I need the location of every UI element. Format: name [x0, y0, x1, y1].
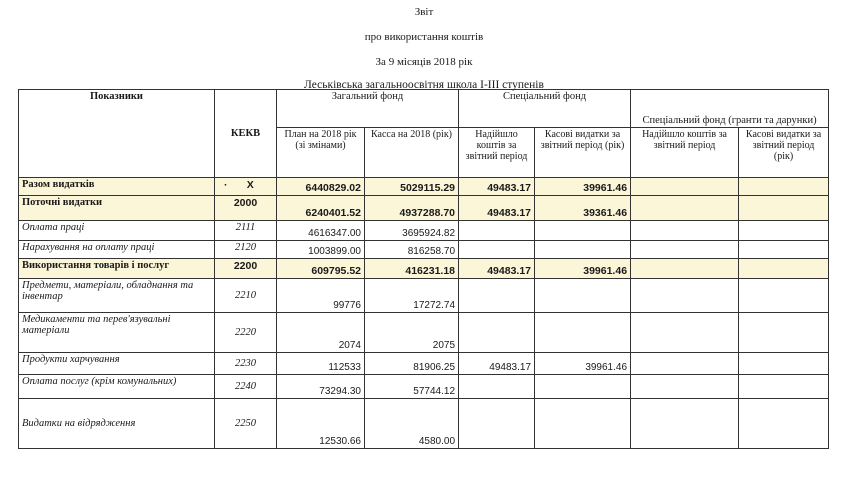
cell-received2 [631, 196, 739, 221]
cell-received [459, 399, 535, 449]
cell-cash-exp2 [739, 353, 829, 375]
row-kekv [215, 375, 277, 399]
cell-received: 49483.17 [459, 353, 535, 375]
report-title: Звіт [414, 6, 434, 18]
cell-received2 [631, 399, 739, 449]
row-indicator: Разом видатків [19, 178, 215, 196]
cell-cash: 57744.12 [365, 375, 459, 399]
grants-cash-expenses-header: Касові видатки за звітний період (рік) [739, 128, 829, 178]
row-kekv [215, 196, 277, 221]
row-kekv [215, 399, 277, 449]
cell-cash: 3695924.82 [365, 221, 459, 241]
cell-cash: 4580.00 [365, 399, 459, 449]
row-kekv-code: 2111 [235, 222, 256, 233]
row-kekv-code: 2240 [235, 381, 256, 392]
cell-received2 [631, 375, 739, 399]
cell-received2 [631, 241, 739, 259]
grants-received-header: Надійшло коштів за звітний період [631, 128, 739, 178]
cell-plan: 112533 [277, 353, 365, 375]
cell-cash: 17272.74 [365, 279, 459, 313]
row-kekv-code: 2210 [235, 290, 256, 301]
row-kekv [215, 279, 277, 313]
row-indicator: Оплата праці [19, 221, 215, 241]
row-indicator: Видатки на відрядження [19, 399, 215, 449]
table-row [19, 313, 829, 353]
row-kekv [215, 241, 277, 259]
row-indicator: Предмети, матеріали, обладнання та інвентар [19, 279, 215, 313]
cell-cash-exp2 [739, 259, 829, 279]
report-subtitle: про використання коштів [364, 31, 484, 43]
special-grants-header: Спеціальний фонд (гранти та дарунки) [631, 90, 829, 128]
cell-received [459, 313, 535, 353]
cash-header: Касса на 2018 (рік) [365, 128, 459, 178]
cell-plan: 12530.66 [277, 399, 365, 449]
cell-received2 [631, 313, 739, 353]
table-row [19, 279, 829, 313]
cell-cash-exp: 39961.46 [535, 259, 631, 279]
cell-received [459, 221, 535, 241]
cell-plan: 2074 [277, 313, 365, 353]
table-row [19, 241, 829, 259]
row-bullet: · [224, 179, 228, 191]
row-indicator: Поточні видатки [19, 196, 215, 221]
cell-received [459, 279, 535, 313]
cash-expenses-header: Касові видатки за звітний період (рік) [535, 128, 631, 178]
row-kekv-code: 2000 [233, 197, 258, 209]
cell-plan: 1003899.00 [277, 241, 365, 259]
row-indicator: Нарахування на оплату праці [19, 241, 215, 259]
cell-received [459, 375, 535, 399]
table-row [19, 399, 829, 449]
row-kekv [215, 178, 277, 196]
cell-received: 49483.17 [459, 178, 535, 196]
cell-cash-exp: 39961.46 [535, 353, 631, 375]
kekv-header: КЕКВ [215, 90, 277, 178]
table-row [19, 178, 829, 196]
cell-cash-exp2 [739, 178, 829, 196]
cell-cash-exp2 [739, 196, 829, 221]
cell-cash: 4937288.70 [365, 196, 459, 221]
cell-cash: 5029115.29 [365, 178, 459, 196]
row-kekv-code: 2230 [235, 358, 256, 369]
cell-cash-exp [535, 279, 631, 313]
row-kekv [215, 221, 277, 241]
cell-cash-exp [535, 399, 631, 449]
row-kekv-code: 2200 [233, 260, 258, 272]
cell-cash: 2075 [365, 313, 459, 353]
cell-cash-exp [535, 241, 631, 259]
cell-cash-exp [535, 313, 631, 353]
cell-cash-exp: 39961.46 [535, 178, 631, 196]
row-kekv-code: Х [246, 179, 254, 191]
cell-received2 [631, 221, 739, 241]
cell-received2 [631, 259, 739, 279]
cell-plan: 99776 [277, 279, 365, 313]
table-row [19, 375, 829, 399]
cell-cash-exp2 [739, 221, 829, 241]
cell-cash-exp2 [739, 375, 829, 399]
cell-cash-exp [535, 375, 631, 399]
row-indicator: Оплата послуг (крім комунальних) [19, 375, 215, 399]
general-fund-header: Загальний фонд [277, 90, 459, 128]
cell-received [459, 241, 535, 259]
school-name: Леськівська загальноосвітня школа І-ІІІ ступенів [304, 79, 544, 91]
cell-cash-exp2 [739, 399, 829, 449]
row-kekv [215, 353, 277, 375]
table-row [19, 353, 829, 375]
plan-header: План на 2018 рік (зі змінами) [277, 128, 365, 178]
row-kekv-code: 2250 [235, 418, 256, 429]
cell-plan: 609795.52 [277, 259, 365, 279]
cell-cash-exp2 [739, 241, 829, 259]
expenditure-table [18, 89, 829, 449]
cell-cash: 81906.25 [365, 353, 459, 375]
row-indicator: Медикаменти та перев'язувальні матеріали [19, 313, 215, 353]
indicators-header: Показники [19, 90, 215, 178]
row-indicator: Продукти харчування [19, 353, 215, 375]
cell-cash-exp2 [739, 279, 829, 313]
row-kekv [215, 259, 277, 279]
cell-plan: 6240401.52 [277, 196, 365, 221]
row-indicator: Використання товарів і послуг [19, 259, 215, 279]
cell-cash: 816258.70 [365, 241, 459, 259]
cell-plan: 73294.30 [277, 375, 365, 399]
cell-received: 49483.17 [459, 259, 535, 279]
cell-received2 [631, 279, 739, 313]
row-kekv-code: 2220 [235, 327, 256, 338]
received-header: Надійшло коштів за звітний період [459, 128, 535, 178]
cell-received: 49483.17 [459, 196, 535, 221]
cell-cash-exp [535, 221, 631, 241]
cell-cash-exp: 39361.46 [535, 196, 631, 221]
table-row [19, 259, 829, 279]
row-kekv-code: 2120 [235, 242, 256, 253]
table-row [19, 196, 829, 221]
cell-received2 [631, 178, 739, 196]
cell-plan: 4616347.00 [277, 221, 365, 241]
cell-received2 [631, 353, 739, 375]
cell-plan: 6440829.02 [277, 178, 365, 196]
table-row [19, 221, 829, 241]
cell-cash: 416231.18 [365, 259, 459, 279]
cell-cash-exp2 [739, 313, 829, 353]
special-fund-header: Спеціальний фонд [459, 90, 631, 128]
row-kekv [215, 313, 277, 353]
report-period: За 9 місяців 2018 рік [375, 56, 473, 68]
